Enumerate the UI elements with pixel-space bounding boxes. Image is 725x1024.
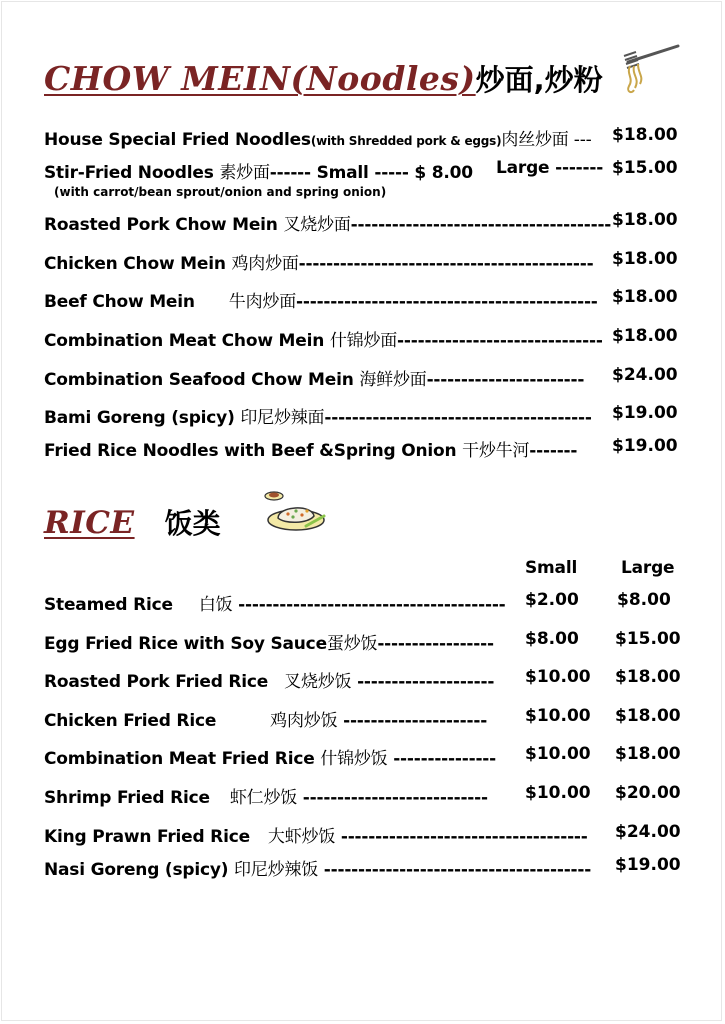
rice-col-large-header: Large bbox=[621, 558, 675, 578]
price-nasi-goreng: $19.00 bbox=[615, 855, 681, 875]
price-stir-fried-large: $15.00 bbox=[612, 158, 678, 178]
rice-title-cn: 饭类 bbox=[164, 507, 221, 540]
price-roasted-pork-chow-mein: $18.00 bbox=[612, 210, 678, 230]
menu-item-fried-rice-noodles-beef: Fried Rice Noodles with Beef &Spring Onion 干炒牛河------- bbox=[44, 441, 578, 461]
menu-item-bami-goreng: Bami Goreng (spicy) 印尼炒辣面--------------------------------------- bbox=[44, 408, 592, 428]
price-fried-rice-noodles-beef: $19.00 bbox=[612, 436, 678, 456]
price-egg-fried-rice-small: $8.00 bbox=[525, 629, 579, 649]
chow-mein-heading bbox=[44, 58, 603, 99]
price-bami-goreng: $19.00 bbox=[612, 403, 678, 423]
chow-mein-title-cn: 炒面,炒粉 bbox=[475, 63, 603, 97]
menu-item-roasted-pork-chow-mein: Roasted Pork Chow Mein 叉烧炒面-------------------------------------- bbox=[44, 215, 612, 235]
price-house-special: $18.00 bbox=[612, 125, 678, 145]
menu-item-beef-chow-mein: Beef Chow Mein 牛肉炒面-------------------------------------------- bbox=[44, 292, 598, 312]
price-chicken-chow-mein: $18.00 bbox=[612, 249, 678, 269]
rice-heading bbox=[44, 502, 221, 542]
menu-item-chicken-fried-rice: Chicken Fried Rice 鸡肉炒饭 --------------------- bbox=[44, 711, 488, 731]
fork-with-noodles-icon bbox=[620, 42, 682, 98]
menu-item-combination-seafood-chow-mein: Combination Seafood Chow Mein 海鲜炒面----------------------- bbox=[44, 370, 585, 390]
menu-item-shrimp-fried-rice: Shrimp Fried Rice 虾仁炒饭 --------------------------- bbox=[44, 788, 488, 808]
menu-item-egg-fried-rice: Egg Fried Rice with Soy Sauce蛋炒饭----------------- bbox=[44, 634, 494, 654]
menu-item-stir-fried-noodles: Stir-Fried Noodles 素炒面------ Small ----- $ 8.00 bbox=[44, 163, 473, 183]
price-beef-chow-mein: $18.00 bbox=[612, 287, 678, 307]
menu-item-combination-meat-fried-rice: Combination Meat Fried Rice 什锦炒饭 --------------- bbox=[44, 749, 497, 769]
price-combination-meat-fried-rice-large: $18.00 bbox=[615, 744, 681, 764]
price-combination-seafood-chow-mein: $24.00 bbox=[612, 365, 678, 385]
menu-item-nasi-goreng: Nasi Goreng (spicy) 印尼炒辣饭 --------------------------------------- bbox=[44, 860, 592, 880]
rice-title: RICE bbox=[44, 505, 135, 541]
menu-item-house-special: House Special Fried Noodles(with Shredded pork & eggs)肉丝炒面 --- bbox=[44, 130, 592, 150]
price-roasted-pork-fried-rice-large: $18.00 bbox=[615, 667, 681, 687]
price-roasted-pork-fried-rice-small: $10.00 bbox=[525, 667, 591, 687]
price-shrimp-fried-rice-small: $10.00 bbox=[525, 783, 591, 803]
menu-item-combination-meat-chow-mein: Combination Meat Chow Mein 什锦炒面------------------------------ bbox=[44, 331, 603, 351]
large-label-stir-fried: Large ------- bbox=[496, 158, 604, 178]
price-steamed-rice-small: $2.00 bbox=[525, 590, 579, 610]
price-shrimp-fried-rice-large: $20.00 bbox=[615, 783, 681, 803]
stir-fried-note: (with carrot/bean sprout/onion and spring onion) bbox=[54, 185, 387, 199]
rice-col-small-header: Small bbox=[525, 558, 578, 578]
fried-rice-plate-icon bbox=[262, 488, 326, 534]
menu-item-chicken-chow-mein: Chicken Chow Mein 鸡肉炒面------------------------------------------- bbox=[44, 254, 594, 274]
price-egg-fried-rice-large: $15.00 bbox=[615, 629, 681, 649]
price-king-prawn-fried-rice: $24.00 bbox=[615, 822, 681, 842]
menu-item-king-prawn-fried-rice: King Prawn Fried Rice 大虾炒饭 ------------------------------------ bbox=[44, 827, 588, 847]
price-chicken-fried-rice-large: $18.00 bbox=[615, 706, 681, 726]
chow-mein-title: CHOW MEIN(Noodles) bbox=[44, 59, 476, 98]
menu-item-roasted-pork-fried-rice: Roasted Pork Fried Rice 叉烧炒饭 -------------------- bbox=[44, 672, 495, 692]
price-steamed-rice-large: $8.00 bbox=[617, 590, 671, 610]
price-combination-meat-chow-mein: $18.00 bbox=[612, 326, 678, 346]
price-chicken-fried-rice-small: $10.00 bbox=[525, 706, 591, 726]
price-combination-meat-fried-rice-small: $10.00 bbox=[525, 744, 591, 764]
menu-item-steamed-rice: Steamed Rice 白饭 --------------------------------------- bbox=[44, 595, 506, 615]
